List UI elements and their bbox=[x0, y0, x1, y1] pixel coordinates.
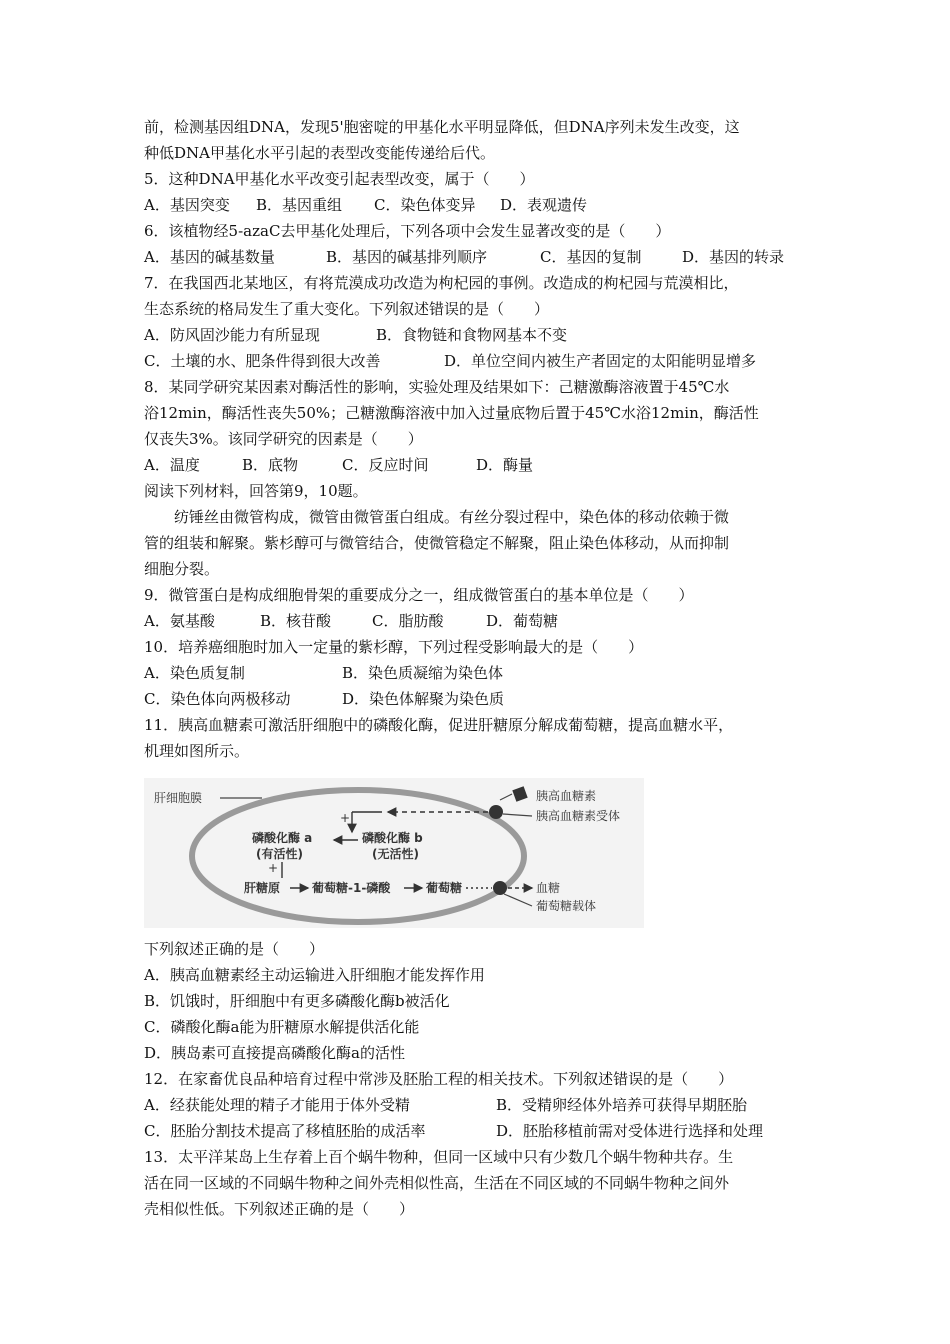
question-11-prompt: 下列叙述正确的是（ ） bbox=[144, 940, 325, 958]
receptor-shape bbox=[489, 805, 503, 819]
glucagon-mechanism-diagram bbox=[144, 778, 808, 928]
question-7-stem: 生态系统的格局发生了重大变化。下列叙述错误的是（ ） bbox=[144, 300, 550, 318]
option-a: A．防风固沙能力有所显现 bbox=[144, 326, 320, 344]
option-c: C．胚胎分割技术提高了移植胚胎的成活率 bbox=[144, 1122, 426, 1140]
option-c: C．磷酸化酶a能为肝糖原水解提供活化能 bbox=[144, 1018, 420, 1036]
option-b: B．基因的碱基排列顺序 bbox=[326, 248, 488, 266]
diagram-svg bbox=[144, 778, 808, 928]
option-b: B．基因重组 bbox=[256, 196, 343, 214]
label-g1p: 葡萄糖-1-磷酸 bbox=[312, 881, 391, 895]
label-glucose-carrier: 葡萄糖载体 bbox=[536, 899, 597, 913]
option-c: C．基因的复制 bbox=[540, 248, 642, 266]
option-a: A．基因的碱基数量 bbox=[144, 248, 275, 266]
reading-intro: 阅读下列材料，回答第9，10题。 bbox=[144, 482, 368, 500]
question-12-options-row1 bbox=[144, 1092, 808, 1118]
option-a: A．温度 bbox=[144, 456, 200, 474]
plus-sign: + bbox=[268, 861, 279, 875]
option-b: B．受精卵经体外培养可获得早期胚胎 bbox=[496, 1096, 748, 1114]
option-b: B．底物 bbox=[242, 456, 299, 474]
question-7-options-row2 bbox=[144, 348, 808, 374]
question-9-options bbox=[144, 608, 808, 634]
option-d: D．单位空间内被生产者固定的太阳能明显增多 bbox=[444, 352, 757, 370]
option-b: B．食物链和食物网基本不变 bbox=[376, 326, 568, 344]
question-5-stem: 5．这种DNA甲基化水平改变引起表型改变，属于（ ） bbox=[144, 170, 535, 188]
question-10-options-row1 bbox=[144, 660, 808, 686]
material-paragraph: 纺锤丝由微管构成，微管由微管蛋白组成。有丝分裂过程中，染色体的移动依赖于微 bbox=[174, 508, 730, 526]
label-enzyme-a-note: (有活性) bbox=[256, 847, 303, 861]
question-7-options-row1 bbox=[144, 322, 808, 348]
question-13-stem: 活在同一区域的不同蜗牛物种之间外壳相似性高，生活在不同区域的不同蜗牛物种之间外 bbox=[144, 1174, 730, 1192]
question-11-stem: 机理如图所示。 bbox=[144, 742, 250, 760]
option-c: C．染色体变异 bbox=[374, 196, 476, 214]
label-blood-sugar: 血糖 bbox=[536, 881, 561, 895]
question-6-options bbox=[144, 244, 808, 270]
option-a: A．基因突变 bbox=[144, 196, 230, 214]
question-12-options-row2 bbox=[144, 1118, 808, 1144]
question-13-stem: 13．太平洋某岛上生存着上百个蜗牛物种，但同一区域中只有少数几个蜗牛物种共存。生 bbox=[144, 1148, 734, 1166]
question-8-stem: 8．某同学研究某因素对酶活性的影响，实验处理及结果如下：己糖激酶溶液置于45℃水 bbox=[144, 378, 730, 396]
option-d: D．基因的转录 bbox=[682, 248, 785, 266]
option-d: D．酶量 bbox=[476, 456, 534, 474]
option-a: A．氨基酸 bbox=[144, 612, 215, 630]
intro-line: 前，检测基因组DNA，发现5'胞密啶的甲基化水平明显降低，但DNA序列未发生改变，这 bbox=[144, 118, 740, 136]
question-5-options bbox=[144, 192, 808, 218]
question-8-options bbox=[144, 452, 808, 478]
option-b: B．染色质凝缩为染色体 bbox=[342, 664, 504, 682]
label-glycogen: 肝糖原 bbox=[244, 881, 281, 895]
option-d: D．胰岛素可直接提高磷酸化酶a的活性 bbox=[144, 1044, 405, 1062]
label-enzyme-b-note: (无活性) bbox=[372, 847, 419, 861]
question-12-stem: 12．在家畜优良品种培育过程中常涉及胚胎工程的相关技术。下列叙述错误的是（ ） bbox=[144, 1070, 734, 1088]
glucose-carrier-shape bbox=[493, 881, 507, 895]
question-13-stem: 壳相似性低。下列叙述正确的是（ ） bbox=[144, 1200, 415, 1218]
question-9-stem: 9．微管蛋白是构成细胞骨架的重要成分之一，组成微管蛋白的基本单位是（ ） bbox=[144, 586, 694, 604]
plus-sign: + bbox=[340, 811, 351, 825]
page-content bbox=[144, 114, 808, 1222]
option-d: D．葡萄糖 bbox=[486, 612, 559, 630]
label-enzyme-b: 磷酸化酶 b bbox=[362, 831, 423, 845]
material-paragraph: 细胞分裂。 bbox=[144, 560, 220, 578]
question-10-options-row2 bbox=[144, 686, 808, 712]
label-glucagon: 胰高血糖素 bbox=[536, 789, 597, 803]
label-enzyme-a: 磷酸化酶 a bbox=[252, 831, 313, 845]
question-8-stem: 浴12min，酶活性丧失50%；己糖激酶溶液中加入过量底物后置于45℃水浴12min，酶活性 bbox=[144, 404, 759, 422]
option-b: B．饥饿时，肝细胞中有更多磷酸化酶b被活化 bbox=[144, 992, 450, 1010]
question-11-stem: 11．胰高血糖素可激活肝细胞中的磷酸化酶，促进肝糖原分解成葡萄糖，提高血糖水平， bbox=[144, 716, 734, 734]
label-glucagon-receptor: 胰高血糖素受体 bbox=[536, 809, 621, 823]
option-d: D．胚胎移植前需对受体进行选择和处理 bbox=[496, 1122, 764, 1140]
option-a: A．染色质复制 bbox=[144, 664, 245, 682]
label-glucose: 葡萄糖 bbox=[426, 881, 463, 895]
option-c: C．反应时间 bbox=[342, 456, 429, 474]
option-c: C．脂肪酸 bbox=[372, 612, 444, 630]
option-d: D．染色体解聚为染色质 bbox=[342, 690, 505, 708]
option-b: B．核苷酸 bbox=[260, 612, 332, 630]
option-c: C．土壤的水、肥条件得到很大改善 bbox=[144, 352, 381, 370]
option-a: A．胰高血糖素经主动运输进入肝细胞才能发挥作用 bbox=[144, 966, 485, 984]
label-liver-membrane: 肝细胞膜 bbox=[154, 791, 203, 805]
option-c: C．染色体向两极移动 bbox=[144, 690, 291, 708]
question-10-stem: 10．培养癌细胞时加入一定量的紫杉醇，下列过程受影响最大的是（ ） bbox=[144, 638, 644, 656]
question-6-stem: 6．该植物经5-azaC去甲基化处理后，下列各项中会发生显著改变的是（ ） bbox=[144, 222, 671, 240]
intro-line: 种低DNA甲基化水平引起的表型改变能传递给后代。 bbox=[144, 144, 495, 162]
question-8-stem: 仅丧失3%。该同学研究的因素是（ ） bbox=[144, 430, 423, 448]
material-paragraph: 管的组装和解聚。紫杉醇可与微管结合，使微管稳定不解聚，阻止染色体移动，从而抑制 bbox=[144, 534, 730, 552]
option-d: D．表观遗传 bbox=[500, 196, 588, 214]
option-a: A．经获能处理的精子才能用于体外受精 bbox=[144, 1096, 410, 1114]
question-7-stem: 7．在我国西北某地区，有将荒漠成功改造为枸杞园的事例。改造成的枸杞园与荒漠相比， bbox=[144, 274, 739, 292]
